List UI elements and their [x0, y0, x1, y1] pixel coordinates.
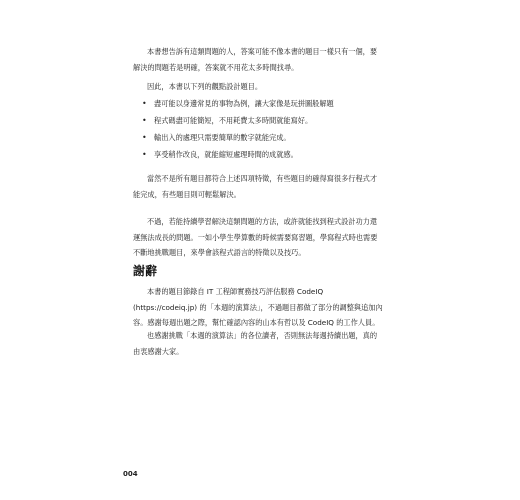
- list-item: • 享受稍作改良，就能縮短處理時間的成就感。: [140, 151, 380, 159]
- list-item: • 輸出入的處理只需要簡單的數字就能完成。: [140, 134, 380, 142]
- thanks-paragraph: 也感謝挑戰「本週的演算法」的各位讀者，否則無法每週持續出題，真的由衷感謝大家。: [133, 331, 378, 356]
- design-points-list: [140, 100, 380, 168]
- practice-paragraph: 不過，若能持續學習解決這類問題的方法，或許就能找到程式設計功力還運無法成長的問題。一如小學生學算數的時候需要寫習題，學寫程式時也需要不斷地挑戰題目，來學會該程式語言的特徵以及技巧。: [133, 217, 378, 257]
- section-heading: 謝辭: [133, 264, 158, 278]
- list-item: • 盡可能以身邊常見的事物為例，讓大家像是玩拼圖般解題: [140, 100, 380, 108]
- acknowledgement-paragraph: 本書的題目節錄自 IT 工程師實務技巧評估服務 CodeIQ (https://codeiq.jp) 的「本週的演算法」，不過題目都做了部分的調整與追加內容。感謝每週出題之際，幫忙確認內容的山本有哲以及 CodeIQ 的工作人員。: [133, 287, 383, 327]
- list-item: • 程式碼盡可能簡短，不用耗費太多時間就能寫好。: [140, 117, 380, 125]
- page-number: 004: [123, 470, 138, 478]
- viewpoint-intro: 因此，本書以下列的觀點設計題目。: [147, 82, 263, 91]
- features-paragraph: 當然不是所有題目都符合上述四項特徵，有些題目的確得寫很多行程式才能完成，有些題目則可輕鬆解決。: [133, 174, 378, 199]
- intro-paragraph: 本書想告訴有這類問題的人，答案可能不像本書的題目一樣只有一個，要解決的問題若是明確，答案就不用花太多時間找尋。: [133, 47, 378, 72]
